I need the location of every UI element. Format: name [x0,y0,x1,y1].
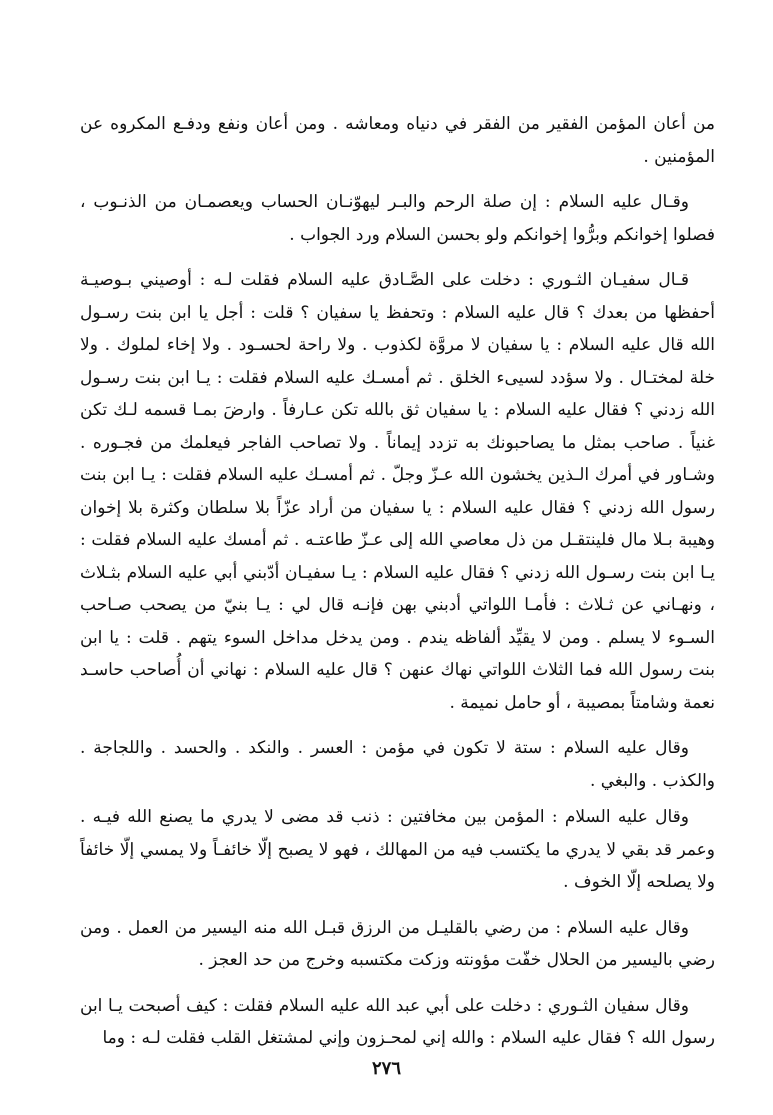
paragraph-4: وقال عليه السلام : ستة لا تكون في مؤمن : العسر . والنكد . والحسد . واللجاجة . والكذب . والبغي . [80,738,715,791]
paragraph-2: وقـال عليه السلام : إن صلة الرحم والبـر ليهوّنـان الحساب ويعصمـان من الذنـوب ، فصلوا إخوانكم وبرُّوا إخوانكم ولو بحسن السلام ورد الجواب . [80,192,715,245]
paragraph-5: وقال عليه السلام : المؤمن بين مخافتين : ذنب قد مضى لا يدري ما يصنع الله فيـه . وعمر قد بقي لا يدري ما يكتسب فيه من المهالك ، فهو لا يصبح إلّا خائفـاً ولا يمسي إلّا خائفاً ولا يصلحه إلّا الخوف . [80,807,715,892]
paragraph-3: قـال سفيـان الثـوري : دخلت على الصَّـادق عليه السلام فقلت لـه : أوصيني بـوصيـة أحفظها من بعدك ؟ قال عليه السلام : وتحفظ يا سفيان ؟ قلت : أجل يا ابن بنت رسـول الله قال عليه السلام : يا سفيان لا مروَّة لكذوب . ولا راحة لحسـود . ولا إخاء لملوك . ولا خلة لمختـال . ولا سؤدد لسيىء الخلق . ثم أمسـك عليه السلام فقلت : يـا ابن بنت رسـول الله زدني ؟ فقال عليه السلام : يا سفيان ثق بالله تكن عـارفاً . وارضَ بمـا قسمه لـك تكن غنياً . صاحب بمثل ما يصاحبونك به تزدد إيماناً . ولا تصاحب الفاجر فيعلمك من فجـوره . وشـاور في أمرك الـذين يخشون الله عـزّ وجلّ . ثم أمسـك عليه السلام فقلت : يـا ابن بنت رسول الله زدني ؟ فقال عليه السلام : يا سفيان من أراد عزّاً بلا سلطان وكثرة بلا إخوان وهيبة بـلا مال فلينتقـل من ذل معاصي الله إلى عـزّ طاعتـه . ثم أمسك عليه السلام فقلت : يـا ابن بنت رسـول الله زدني ؟ فقال عليه السلام : يـا سفيـان أدّبني أبي عليه السلام بثـلاث ، ونهـاني عن ثـلاث : فأمـا اللواتي أدبني بهن فإنـه قال لي : يـا بنيّ من يصحب صـاحب السـوء لا يسلم . ومن لا يقيِّد ألفاظه يندم . ومن يدخل مداخل السوء يتهم . قلت : يا ابن بنت رسول الله فما الثلاث اللواتي نهاك عنهن ؟ قال عليه السلام : نهاني أن أُصاحب حاسـد نعمة وشامتاً بمصيبة ، أو حامل نميمة . [80,270,715,713]
paragraph-7: وقال سفيان الثـوري : دخلت على أبي عبد الله عليه السلام فقلت : كيف أصبحت يـا ابن رسول الله ؟ فقال عليه السلام : والله إني لمحـزون وإني لمشتغل القلب فقلت لـه : وما [80,995,715,1048]
page-number: ٢٧٦ [371,1058,401,1079]
paragraph-1: من أعان المؤمن الفقير من الفقر في دنياه ومعاشه . ومن أعان ونفع ودفـع المكروه عن المؤمنين . [80,114,715,167]
main-text [80,108,715,1055]
paragraph-6: وقال عليه السلام : من رضي بالقليـل من الرزق قبـل الله منه اليسير من العمل . ومن رضي باليسير من الحلال خفّت مؤونته وزكت مكتسبه وخرج من حد العجز . [80,917,715,970]
